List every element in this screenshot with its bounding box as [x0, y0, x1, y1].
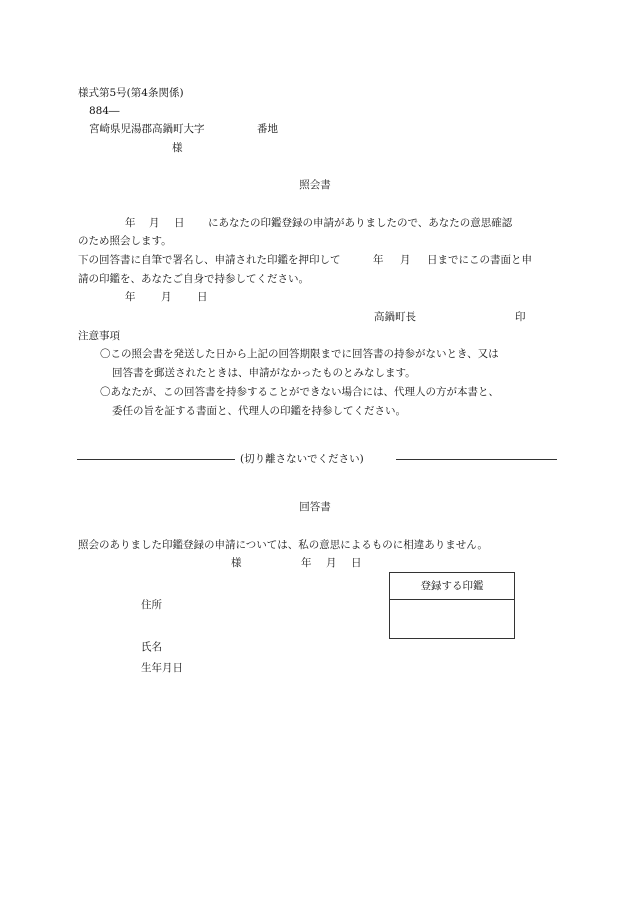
note1-line2: 回答書を郵送されたときは、申請がなかったものとみなします。	[112, 367, 416, 379]
inquiry-para2-tail: 日までにこの書面と申	[427, 254, 532, 266]
inquiry-para1-tail: にあなたの印鑑登録の申請がありましたので、あなたの意思確認	[208, 217, 513, 229]
address: 宮崎県児湯郡高鍋町大字	[89, 123, 205, 135]
notes-title: 注意事項	[78, 330, 120, 342]
mayor-title: 高鍋町長	[374, 311, 416, 323]
inquiry-para2-head: 下の回答書に自筆で署名し、申請された印鑑を押印して	[78, 254, 341, 266]
inquiry-para2-nen: 年	[373, 254, 384, 266]
inquiry-para2-line2: 請の印鑑を、あなたご自身で持参してください。	[78, 273, 309, 285]
registered-seal-box	[389, 572, 515, 639]
seal-mark: 印	[515, 311, 526, 323]
form-number: 様式第5号(第4条関係)	[78, 87, 184, 99]
postal-code: 884―	[89, 105, 120, 117]
date-tsuki: 月	[149, 217, 160, 229]
address-label: 住所	[141, 599, 162, 611]
cut-line-left	[77, 459, 235, 460]
inquiry-title: 照会書	[299, 179, 331, 191]
note2-line1: 〇あなたが、この回答書を持参することができない場合には、代理人の方が本書と、	[100, 386, 499, 398]
issue-nen: 年	[125, 291, 136, 303]
inquiry-para1-line2: のため照会します。	[78, 235, 172, 247]
address-banchi: 番地	[257, 123, 278, 135]
seal-box-header: 登録する印鑑	[390, 573, 514, 600]
cut-line-right	[396, 459, 557, 460]
reply-nen: 年	[301, 557, 312, 569]
reply-tsuki: 月	[326, 557, 337, 569]
inquiry-para2-tsuki: 月	[400, 254, 411, 266]
issue-hi: 日	[197, 291, 208, 303]
addressee-sama: 様	[172, 142, 183, 154]
issue-tsuki: 月	[161, 291, 172, 303]
date-nen: 年	[125, 217, 136, 229]
cut-label: (切り離さないでください)	[240, 453, 364, 465]
reply-title: 回答書	[299, 501, 331, 513]
reply-sama: 様	[231, 557, 242, 569]
reply-statement: 照会のありました印鑑登録の申請については、私の意思によるものに相違ありません。	[78, 539, 488, 551]
birthdate-label: 生年月日	[141, 662, 183, 674]
name-label: 氏名	[141, 641, 162, 653]
date-hi: 日	[174, 217, 185, 229]
note2-line2: 委任の旨を証する書面と、代理人の印鑑を持参してください。	[112, 405, 406, 417]
reply-hi: 日	[351, 557, 362, 569]
note1-line1: 〇この照会書を発送した日から上記の回答期限までに回答書の持参がないとき、又は	[100, 348, 499, 360]
